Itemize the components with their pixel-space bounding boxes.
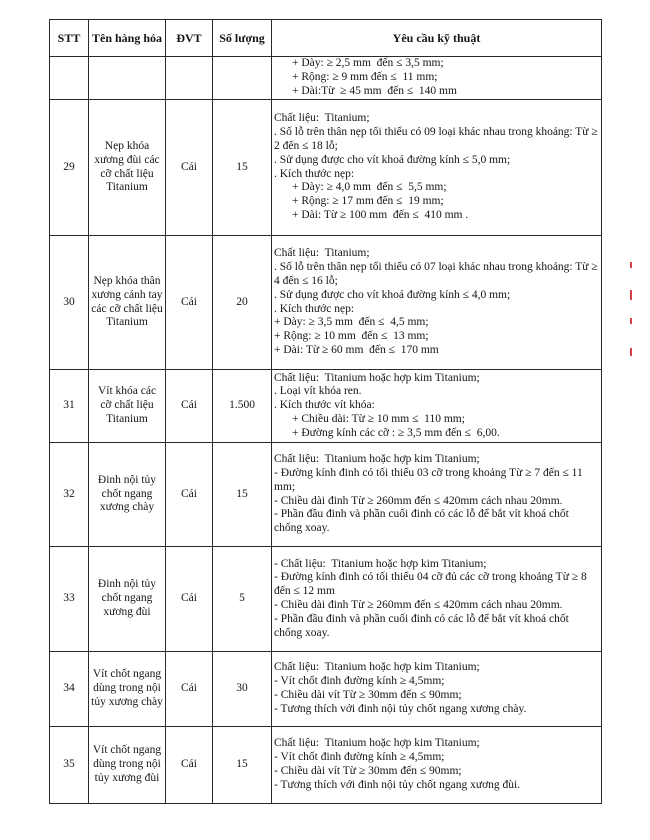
row-unit [166,57,213,100]
table-row [50,727,602,804]
row-unit: Cái [166,652,213,727]
req-line: + Rộng: ≥ 10 mm đến ≤ 13 mm; [274,330,429,343]
req-line: Chất liệu: Titanium hoặc hợp kim Titanium; [274,737,480,750]
req-line: + Dài: Từ ≥ 100 mm đến ≤ 410 mm . [292,208,469,221]
req-line: + Rộng: ≥ 9 mm đến ≤ 11 mm; [292,71,438,84]
row-qty: 1.500 [213,370,272,443]
req-line: - Chiều dài vít Từ ≥ 30mm đến ≤ 90mm; [274,689,462,701]
req-line: . Sử dụng được cho vít khoá đường kính ≤ 5,0 mm; [274,153,511,166]
req-line: . Kích thước nẹp: [274,167,355,180]
row-name: Đinh nội tủy chốt ngang xương chày [89,443,166,547]
row-name: Đinh nội tủy chốt ngang xương đùi [89,547,166,652]
req-line: - Tương thích với đinh nội tủy chốt ngang xương chày. [274,702,527,715]
header-name: Tên hàng hóa [89,20,166,57]
req-line: Chất liệu: Titanium; [274,247,370,260]
req-line: - Vít chốt đinh đường kính ≥ 4,5mm; [274,751,445,764]
req-line: - Chiều dài đinh Từ ≥ 260mm đến ≤ 420mm cách nhau 20mm. [274,494,563,507]
req-line: + Dày: ≥ 4,0 mm đến ≤ 5,5 mm; [292,181,447,194]
req-line: - Vít chốt đinh đường kính ≥ 4,5mm; [274,675,445,688]
row-name [89,57,166,100]
req-line: - Phần đầu đinh và phần cuối đinh có các lỗ để bắt vít khoá chốt chống xoay. [274,612,569,639]
row-requirements [272,236,602,370]
table-row [50,547,602,652]
table-row [50,57,602,100]
row-name: Vít khóa các cỡ chất liệu Titanium [89,370,166,443]
row-unit: Cái [166,443,213,547]
row-stt: 35 [50,727,89,804]
req-line: Chất liệu: Titanium hoặc hợp kim Titanium; [274,453,480,466]
row-requirements [272,547,602,652]
row-qty: 20 [213,236,272,370]
req-line: Chất liệu: Titanium hoặc hợp kim Titanium; [274,371,480,384]
table-row [50,652,602,727]
row-name: Nẹp khóa thân xương cánh tay các cỡ chất liệu Titanium [89,236,166,370]
req-line: + Dài: Từ ≥ 60 mm đến ≤ 170 mm [274,343,439,356]
row-qty: 30 [213,652,272,727]
row-qty: 15 [213,100,272,236]
req-line: . Số lỗ trên thân nẹp tối thiểu có 07 loại khác nhau trong khoảng: Từ ≥ 4 đến ≤ 16 lỗ; [274,261,598,287]
req-line: . Kích thước nẹp: [274,302,355,315]
table-row [50,370,602,443]
scan-mark [630,348,632,356]
specification-table [49,19,602,804]
req-line: . Loại vít khóa ren. [274,385,362,398]
req-line: . Kích thước vít khóa: [274,399,375,412]
req-line: - Phần đầu đinh và phần cuối đinh có các lỗ để bắt vít khoá chốt chống xoay. [274,508,569,535]
row-unit: Cái [166,100,213,236]
row-qty: 15 [213,727,272,804]
req-line: Chất liệu: Titanium; [274,112,370,125]
table-row [50,236,602,370]
row-stt [50,57,89,100]
header-qty: Số lượng [213,20,272,57]
req-line: - Chiều dài đinh Từ ≥ 260mm đến ≤ 420mm cách nhau 20mm. [274,599,563,611]
req-line: + Đường kính các cỡ : ≥ 3,5 mm đến ≤ 6,00. [292,426,500,439]
row-unit: Cái [166,370,213,443]
row-requirements [272,727,602,804]
header-stt: STT [50,20,89,57]
row-stt: 33 [50,547,89,652]
row-requirements [272,57,602,100]
scan-mark [630,290,632,300]
row-unit: Cái [166,727,213,804]
req-line: - Chiều dài vít Từ ≥ 30mm đến ≤ 90mm; [274,765,462,777]
req-line: - Tương thích với đinh nội tủy chốt ngang xương đùi. [274,778,521,791]
row-stt: 32 [50,443,89,547]
row-qty: 5 [213,547,272,652]
row-requirements [272,443,602,547]
row-name: Nẹp khóa xương đùi các cỡ chất liệu Titanium [89,100,166,236]
row-name: Vít chốt ngang dùng trong nội tủy xương đùi [89,727,166,804]
row-qty [213,57,272,100]
req-line: + Dài:Từ ≥ 45 mm đến ≤ 140 mm [292,84,457,97]
req-line: Chất liệu: Titanium hoặc hợp kim Titanium; [274,661,480,674]
row-name: Vít chốt ngang dùng trong nội tủy xương chày [89,652,166,727]
req-line: - Chất liệu: Titanium hoặc hợp kim Titanium; [274,557,487,570]
row-requirements [272,652,602,727]
row-unit: Cái [166,236,213,370]
header-requirements: Yêu cầu kỹ thuật [272,20,602,57]
scan-mark [630,262,632,268]
row-stt: 34 [50,652,89,727]
req-line: - Đường kính đinh có tối thiểu 04 cỡ đủ các cỡ trong khoảng Từ ≥ 8 đến ≤ 12 mm [274,571,587,598]
req-line: + Dày: ≥ 3,5 mm đến ≤ 4,5 mm; [274,316,429,329]
req-line: - Đường kính đinh có tối thiểu 03 cỡ trong khoảng Từ ≥ 7 đến ≤ 11 mm; [274,466,583,493]
row-requirements [272,100,602,236]
req-line: . Số lỗ trên thân nẹp tối thiểu có 09 loại khác nhau trong khoảng: Từ ≥ 2 đến ≤ 18 lỗ; [274,126,598,152]
row-stt: 29 [50,100,89,236]
req-line: + Dày: ≥ 2,5 mm đến ≤ 3,5 mm; [292,57,444,70]
row-stt: 30 [50,236,89,370]
row-stt: 31 [50,370,89,443]
scan-mark [630,318,632,324]
table-row [50,100,602,236]
req-line: . Sử dụng được cho vít khoá đường kính ≤ 4,0 mm; [274,288,511,301]
req-line: + Rộng: ≥ 17 mm đến ≤ 19 mm; [292,195,444,208]
header-row [50,20,602,57]
header-unit: ĐVT [166,20,213,57]
row-requirements [272,370,602,443]
row-unit: Cái [166,547,213,652]
table-row [50,443,602,547]
row-qty: 15 [213,443,272,547]
req-line: + Chiều dài: Từ ≥ 10 mm ≤ 110 mm; [292,412,465,425]
